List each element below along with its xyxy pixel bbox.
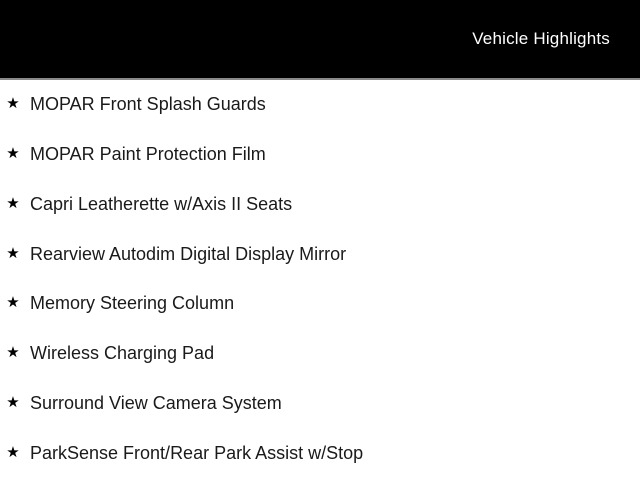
highlight-label: Capri Leatherette w/Axis II Seats [30, 193, 293, 214]
highlight-label: Memory Steering Column [30, 293, 235, 314]
highlight-label: Wireless Charging Pad [30, 343, 215, 364]
star-icon: ★ [6, 145, 20, 163]
list-item [0, 428, 640, 478]
list-item [0, 379, 640, 429]
list-item [0, 80, 640, 130]
header-bar [0, 0, 640, 80]
star-icon: ★ [6, 244, 20, 262]
page-title: Vehicle Highlights [472, 29, 610, 48]
highlight-label: Rearview Autodim Digital Display Mirror [30, 243, 347, 264]
star-icon: ★ [6, 194, 20, 212]
star-icon: ★ [6, 294, 20, 312]
list-item [0, 329, 640, 379]
highlight-label: ParkSense Front/Rear Park Assist w/Stop [30, 442, 364, 463]
list-item [0, 229, 640, 279]
star-icon: ★ [6, 443, 20, 461]
list-item [0, 130, 640, 180]
highlight-label: MOPAR Front Splash Guards [30, 94, 266, 115]
list-item [0, 279, 640, 329]
star-icon: ★ [6, 393, 20, 411]
list-item [0, 180, 640, 230]
star-icon: ★ [6, 95, 20, 113]
star-icon: ★ [6, 344, 20, 362]
highlight-label: MOPAR Paint Protection Film [30, 144, 266, 165]
highlight-list [0, 80, 640, 478]
highlight-label: Surround View Camera System [30, 392, 282, 413]
